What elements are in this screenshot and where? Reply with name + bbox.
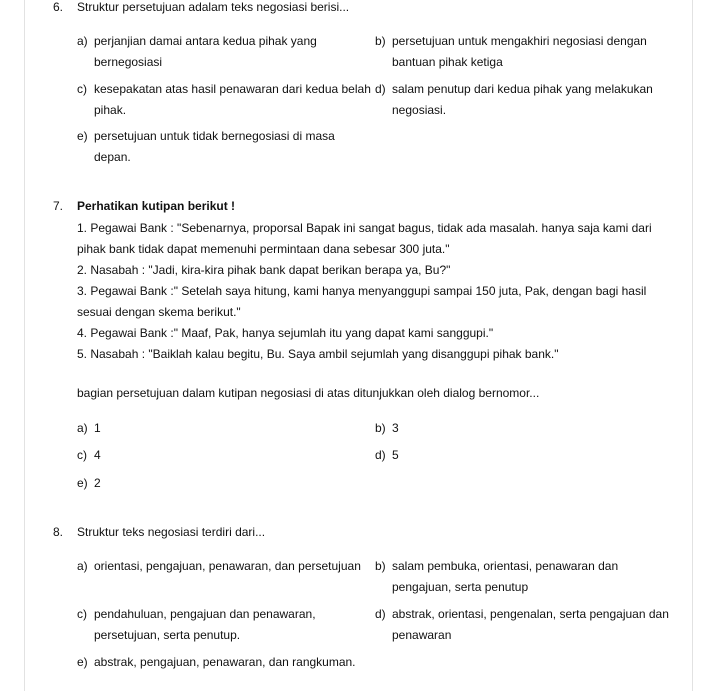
option-text-line: persetujuan untuk mengakhiri negosiasi dengan [392,34,647,48]
option-c[interactable] [77,79,377,121]
question-number: 6. [53,0,64,14]
option-d[interactable] [375,604,675,646]
option-text-line: orientasi, pengajuan, penawaran, dan persetujuan [94,559,361,573]
option-label: d) [375,607,386,621]
dialog-line: 5. Nasabah : "Baiklah kalau begitu, Bu. Saya ambil sejumlah yang disanggupi pihak bank." [77,347,559,361]
option-text-line: kesepakatan atas hasil penawaran dari kedua belah [94,82,371,96]
option-c[interactable] [77,604,377,646]
option-e[interactable] [77,126,377,168]
option-b[interactable] [375,418,675,439]
option-b[interactable] [375,556,675,598]
option-label: c) [77,607,87,621]
option-a[interactable] [77,556,377,577]
question-heading: Perhatikan kutipan berikut ! [77,199,236,213]
option-text-line: pengajuan, serta penutup [392,580,529,594]
option-label: e) [77,129,88,143]
option-text-line: abstrak, orientasi, pengenalan, serta pengajuan dan [392,607,669,621]
option-text-line: salam penutup dari kedua pihak yang melakukan [392,82,653,96]
option-text-line: pendahuluan, pengajuan dan penawaran, [94,607,316,621]
dialog-line: 1. Pegawai Bank : "Sebenarnya, proporsal Bapak ini sangat bagus, tidak ada masalah. hanya saja kami dari [77,221,652,235]
option-a[interactable] [77,418,377,439]
option-text: 5 [392,448,399,462]
option-text-line: bernegosiasi [94,55,163,69]
option-e[interactable] [77,473,377,494]
option-d[interactable] [375,79,675,121]
option-label: e) [77,655,88,669]
option-text-line: negosiasi. [392,103,447,117]
dialog-line: 3. Pegawai Bank :" Setelah saya hitung, kami hanya menyanggupi sampai 150 juta, Pak, dengan bagi hasil [77,284,647,298]
option-label: a) [77,34,88,48]
option-e[interactable] [77,652,377,673]
option-label: d) [375,448,386,462]
question-text: bagian persetujuan dalam kutipan negosiasi di atas ditunjukkan oleh dialog bernomor... [77,386,540,400]
option-label: d) [375,82,386,96]
option-text-line: persetujuan untuk tidak bernegosiasi di masa [94,129,335,143]
option-a[interactable] [77,31,377,73]
option-label: b) [375,559,386,573]
option-label: e) [77,476,88,490]
option-text: 2 [94,476,101,490]
dialog-line: sesuai dengan skema berikut." [77,305,241,319]
question-text: Struktur teks negosiasi terdiri dari... [77,525,266,539]
option-label: b) [375,34,386,48]
option-text: 3 [392,421,399,435]
question-number: 8. [53,525,64,539]
dialog-line: 2. Nasabah : "Jadi, kira-kira pihak bank dapat berikan berapa ya, Bu?" [77,263,451,277]
option-label: a) [77,421,88,435]
option-text-line: salam pembuka, orientasi, penawaran dan [392,559,619,573]
option-label: b) [375,421,386,435]
option-text: 4 [94,448,101,462]
question-text: Struktur persetujuan adalam teks negosiasi berisi... [77,0,350,14]
option-label: a) [77,559,88,573]
dialog-excerpt [77,218,677,365]
option-d[interactable] [375,445,675,466]
option-text: 1 [94,421,101,435]
option-text-line: pihak. [94,103,127,117]
question-number: 7. [53,199,64,213]
option-text-line: abstrak, pengajuan, penawaran, dan rangkuman. [94,655,356,669]
option-text-line: persetujuan, serta penutup. [94,628,241,642]
option-text-line: bantuan pihak ketiga [392,55,503,69]
dialog-line: pihak bank tidak dapat memenuhi permintaan dana sebesar 300 juta." [77,242,450,256]
dialog-line: 4. Pegawai Bank :" Maaf, Pak, hanya sejumlah itu yang dapat kami sanggupi." [77,326,494,340]
option-label: c) [77,448,87,462]
option-c[interactable] [77,445,377,466]
option-b[interactable] [375,31,675,73]
option-label: c) [77,82,87,96]
option-text-line: penawaran [392,628,452,642]
option-text-line: depan. [94,150,131,164]
option-text-line: perjanjian damai antara kedua pihak yang [94,34,317,48]
